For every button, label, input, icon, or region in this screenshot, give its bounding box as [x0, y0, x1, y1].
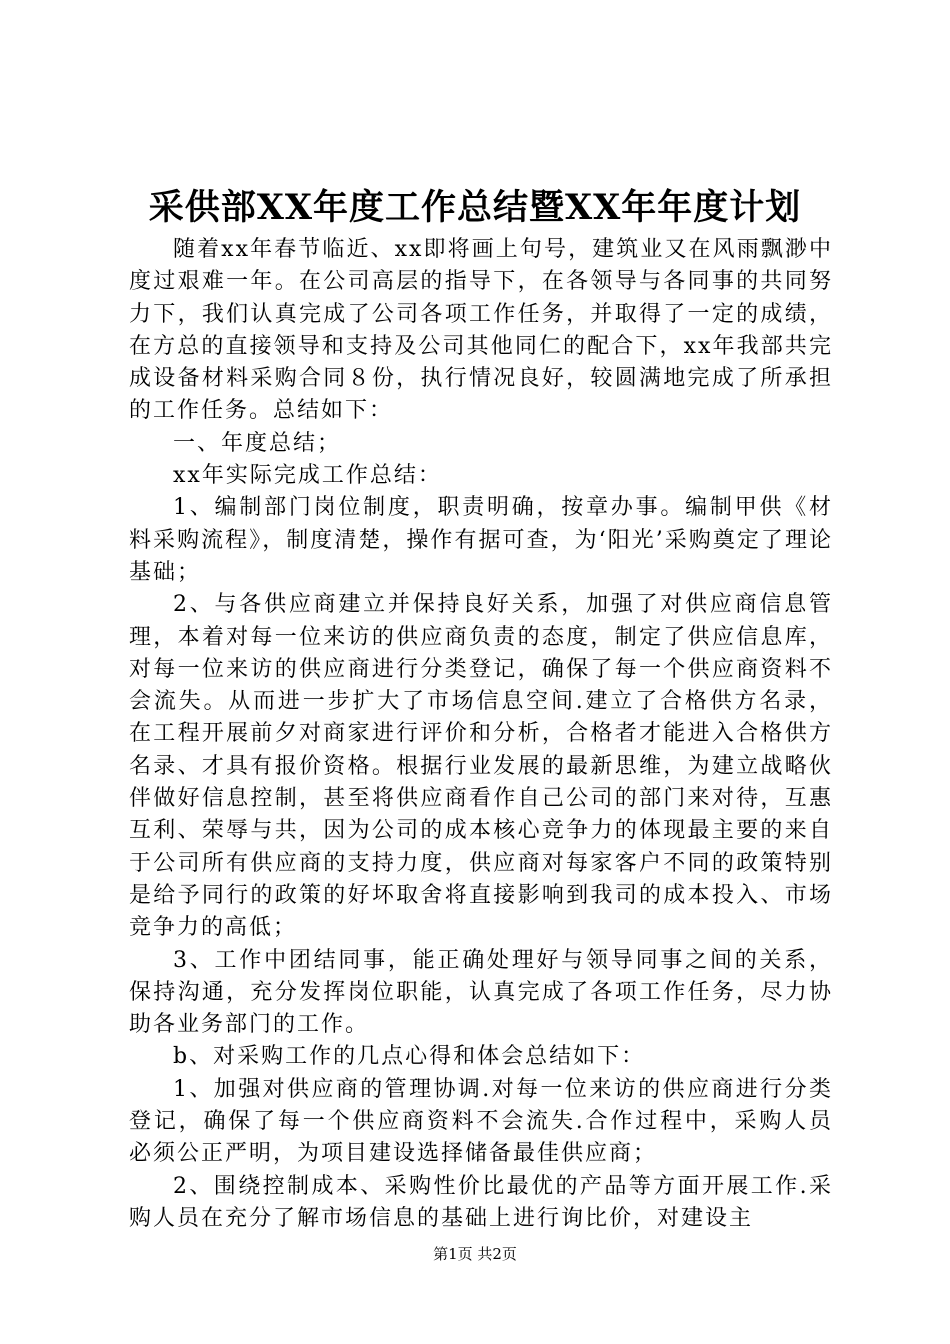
paragraph-item-3: 3、工作中团结同事，能正确处理好与领导同事之间的关系，保持沟通，充分发挥岗位职能，认真完成了各项工作任务，尽力协助各业务部门的工作。 — [129, 947, 833, 1038]
paragraph-subheading: xx年实际完成工作总结： — [173, 463, 442, 489]
paragraph-b-item-1: 1、加强对供应商的管理协调.对每一位来访的供应商进行分类登记，确保了每一个供应商资料不会流失.合作过程中，采购人员必须公正严明，为项目建设选择储备最佳供应商； — [129, 1076, 833, 1167]
paragraph-item-1: 1、编制部门岗位制度，职责明确，按章办事。编制甲供《材料采购流程》，制度清楚，操作有据可查，为‘阳光’采购奠定了理论基础； — [129, 495, 833, 585]
paragraph-item-2: 2、与各供应商建立并保持良好关系，加强了对供应商信息管理，本着对每一位来访的供应商负责的态度，制定了供应信息库，对每一位来访的供应商进行分类登记，确保了每一个供应商资料不会流失。从而进一步扩大了市场信息空间.建立了合格供方名录，在工程开展前夕对商家进行评价和分析，合格者才能进入合格供方名录、才具有报价资格。根据行业发展的最新思维，为建立战略伙伴做好信息控制，甚至将供应商看作自己公司的部门来对待，互惠互利、荣辱与共，因为公司的成本核心竞争力的体现最主要的来自于公司所有供应商的支持力度，供应商对每家客户不同的政策特别是给予同行的政策的好坏取舍将直接影响到我司的成本投入、市场竞争力的高低； — [129, 592, 833, 941]
document-body — [129, 234, 833, 1235]
paragraph-subheading-b: b、对采购工作的几点心得和体会总结如下： — [173, 1044, 646, 1070]
paragraph-intro: 随着xx年春节临近、xx即将画上句号，建筑业又在风雨飘渺中度过艰难一年。在公司高层的指导下，在各领导与各同事的共同努力下，我们认真完成了公司各项工作任务，并取得了一定的成绩，在方总的直接领导和支持及公司其他同仁的配合下，xx年我部共完成设备材料采购合同８份，执行情况良好，较圆满地完成了所承担的工作任务。总结如下： — [129, 237, 833, 424]
document-title: 采供部XX年度工作总结暨XX年年度计划 — [148, 187, 802, 228]
page-footer: 第1页 共2页 — [433, 1245, 517, 1263]
paragraph-b-item-2: 2、围绕控制成本、采购性价比最优的产品等方面开展工作.采购人员在充分了解市场信息的基础上进行询比价，对建设主 — [129, 1173, 833, 1231]
paragraph-section-heading: 一、年度总结； — [173, 430, 342, 456]
